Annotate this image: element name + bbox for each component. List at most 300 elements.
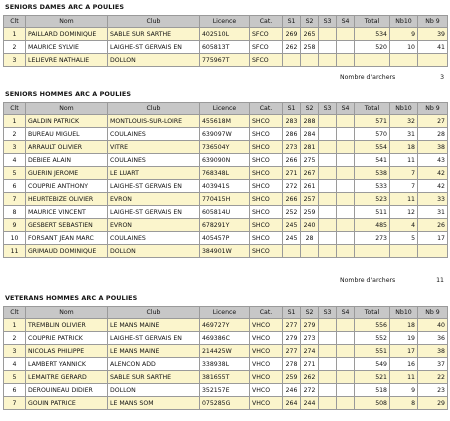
cell-s2: 262 — [301, 371, 319, 384]
column-header-clt: Clt — [4, 103, 26, 115]
cell-s2: 267 — [301, 167, 319, 180]
cell-s4 — [337, 28, 355, 41]
cell-s2: 258 — [301, 41, 319, 54]
cell-licence: 736504Y — [200, 141, 250, 154]
cell-s3 — [319, 371, 337, 384]
cell-s1: 245 — [283, 232, 301, 245]
cell-s3 — [319, 245, 337, 258]
cell-cat: SHCO — [250, 245, 283, 258]
table-row — [4, 232, 448, 245]
cell-club: SABLE SUR SARTHE — [108, 371, 200, 384]
results-table-seniors-hommes — [3, 102, 448, 258]
cell-nb10: 8 — [390, 397, 418, 410]
column-header-nb9: Nb 9 — [418, 307, 448, 319]
cell-total: 520 — [355, 41, 390, 54]
cell-s1: 266 — [283, 154, 301, 167]
cell-cat: SHCO — [250, 154, 283, 167]
archer-count-label: Nombre d'archers — [340, 74, 396, 81]
table-row — [4, 206, 448, 219]
cell-club: LE LUART — [108, 167, 200, 180]
header-row — [4, 307, 448, 319]
column-header-nb9: Nb 9 — [418, 103, 448, 115]
cell-nb9: 22 — [418, 371, 448, 384]
cell-clt: 6 — [4, 180, 26, 193]
cell-licence: 352157E — [200, 384, 250, 397]
cell-s2: 272 — [301, 384, 319, 397]
column-header-s1: S1 — [283, 16, 301, 28]
column-header-s2: S2 — [301, 307, 319, 319]
cell-nom: MAURICE SYLVIE — [26, 41, 108, 54]
cell-s3 — [319, 115, 337, 128]
column-header-clt: Clt — [4, 307, 26, 319]
table-row — [4, 28, 448, 41]
cell-club: SABLE SUR SARTHE — [108, 28, 200, 41]
cell-clt: 5 — [4, 371, 26, 384]
column-header-nb10: Nb10 — [390, 103, 418, 115]
cell-licence: 338938L — [200, 358, 250, 371]
cell-s4 — [337, 371, 355, 384]
cell-s2: 274 — [301, 345, 319, 358]
cell-nom: TREMBLIN OLIVIER — [26, 319, 108, 332]
cell-nom: BUREAU MIGUEL — [26, 128, 108, 141]
cell-total: 571 — [355, 115, 390, 128]
table-row — [4, 358, 448, 371]
cell-cat: SFCO — [250, 28, 283, 41]
cell-total — [355, 54, 390, 67]
column-header-total: Total — [355, 16, 390, 28]
cell-licence: 678291Y — [200, 219, 250, 232]
table-row — [4, 384, 448, 397]
cell-clt: 4 — [4, 154, 26, 167]
cell-cat: SHCO — [250, 128, 283, 141]
cell-nb9: 26 — [418, 219, 448, 232]
cell-clt: 7 — [4, 193, 26, 206]
cell-club: LAIGHE-ST GERVAIS EN — [108, 206, 200, 219]
cell-licence: 770415H — [200, 193, 250, 206]
cell-s2: 244 — [301, 397, 319, 410]
archer-count-value: 3 — [440, 74, 444, 81]
cell-s1: 259 — [283, 371, 301, 384]
cell-nb10 — [390, 245, 418, 258]
column-header-total: Total — [355, 307, 390, 319]
cell-cat: SHCO — [250, 180, 283, 193]
cell-club: ALENCON ADD — [108, 358, 200, 371]
column-header-s3: S3 — [319, 307, 337, 319]
cell-s4 — [337, 219, 355, 232]
cell-s2: 265 — [301, 28, 319, 41]
cell-nb9: 36 — [418, 332, 448, 345]
cell-nb9: 38 — [418, 141, 448, 154]
cell-licence: 775967T — [200, 54, 250, 67]
cell-total: 551 — [355, 345, 390, 358]
cell-cat: SHCO — [250, 193, 283, 206]
cell-licence: 214425W — [200, 345, 250, 358]
cell-nb9: 29 — [418, 397, 448, 410]
cell-s4 — [337, 245, 355, 258]
cell-s3 — [319, 397, 337, 410]
cell-club: COULAINES — [108, 232, 200, 245]
cell-nb10: 11 — [390, 371, 418, 384]
column-header-nom: Nom — [26, 103, 108, 115]
cell-club: LAIGHE-ST GERVAIS EN — [108, 41, 200, 54]
cell-s4 — [337, 384, 355, 397]
cell-nb10: 9 — [390, 28, 418, 41]
cell-s1: 272 — [283, 180, 301, 193]
cell-s3 — [319, 206, 337, 219]
cell-nb10: 12 — [390, 206, 418, 219]
cell-total: 554 — [355, 141, 390, 154]
cell-total: 549 — [355, 358, 390, 371]
cell-nb10: 7 — [390, 167, 418, 180]
column-header-nb10: Nb10 — [390, 16, 418, 28]
cell-cat: VHCO — [250, 371, 283, 384]
cell-cat: SHCO — [250, 232, 283, 245]
cell-club: DOLLON — [108, 384, 200, 397]
cell-nb10: 18 — [390, 141, 418, 154]
cell-s1: 277 — [283, 319, 301, 332]
cell-licence: 469727Y — [200, 319, 250, 332]
cell-s3 — [319, 28, 337, 41]
column-header-s3: S3 — [319, 103, 337, 115]
column-header-club: Club — [108, 16, 200, 28]
cell-clt: 3 — [4, 54, 26, 67]
cell-nom: GUERIN JEROME — [26, 167, 108, 180]
column-header-nom: Nom — [26, 16, 108, 28]
cell-nb9 — [418, 245, 448, 258]
cell-s2: 284 — [301, 128, 319, 141]
cell-nb9: 31 — [418, 206, 448, 219]
cell-s2: 271 — [301, 358, 319, 371]
column-header-cat: Cat. — [250, 307, 283, 319]
cell-total: 523 — [355, 193, 390, 206]
cell-cat: SFCO — [250, 41, 283, 54]
cell-clt: 9 — [4, 219, 26, 232]
cell-club: DOLLON — [108, 245, 200, 258]
cell-nom: DEBIEE ALAIN — [26, 154, 108, 167]
cell-nom: LEMAITRE GERARD — [26, 371, 108, 384]
cell-total — [355, 245, 390, 258]
column-header-total: Total — [355, 103, 390, 115]
cell-s3 — [319, 345, 337, 358]
cell-nb9: 33 — [418, 193, 448, 206]
cell-nb9: 42 — [418, 180, 448, 193]
cell-licence: 469386C — [200, 332, 250, 345]
cell-s1: 264 — [283, 397, 301, 410]
cell-nom: GESBERT SEBASTIEN — [26, 219, 108, 232]
cell-nom: GRIMAUD DOMINIQUE — [26, 245, 108, 258]
cell-nom: HEURTEBIZE OLIVIER — [26, 193, 108, 206]
column-header-licence: Licence — [200, 307, 250, 319]
cell-clt: 11 — [4, 245, 26, 258]
cell-nb10: 19 — [390, 332, 418, 345]
table-row — [4, 245, 448, 258]
cell-club: LAIGHE-ST GERVAIS EN — [108, 180, 200, 193]
cell-nom: MAURICE VINCENT — [26, 206, 108, 219]
cell-total: 552 — [355, 332, 390, 345]
cell-nb9: 38 — [418, 345, 448, 358]
cell-licence: 605814U — [200, 206, 250, 219]
cell-s1: 252 — [283, 206, 301, 219]
cell-s4 — [337, 193, 355, 206]
cell-club: LAIGHE-ST GERVAIS EN — [108, 332, 200, 345]
cell-s1: 279 — [283, 332, 301, 345]
table-row — [4, 41, 448, 54]
cell-nb10: 4 — [390, 219, 418, 232]
cell-s3 — [319, 332, 337, 345]
cell-club: LE MANS MAINE — [108, 345, 200, 358]
cell-clt: 3 — [4, 345, 26, 358]
cell-club: COULAINES — [108, 154, 200, 167]
cell-s3 — [319, 358, 337, 371]
cell-nb10 — [390, 54, 418, 67]
cell-s4 — [337, 180, 355, 193]
cell-nb10: 18 — [390, 319, 418, 332]
cell-licence: 381655T — [200, 371, 250, 384]
cell-cat: SHCO — [250, 219, 283, 232]
cell-s4 — [337, 345, 355, 358]
table-row — [4, 128, 448, 141]
cell-clt: 8 — [4, 206, 26, 219]
table-row — [4, 193, 448, 206]
cell-cat: VHCO — [250, 358, 283, 371]
cell-nom: FORSANT JEAN MARC — [26, 232, 108, 245]
cell-club: VITRE — [108, 141, 200, 154]
cell-clt: 1 — [4, 319, 26, 332]
cell-total: 538 — [355, 167, 390, 180]
cell-s1: 262 — [283, 41, 301, 54]
column-header-s2: S2 — [301, 16, 319, 28]
cell-s4 — [337, 167, 355, 180]
cell-s4 — [337, 358, 355, 371]
table-row — [4, 397, 448, 410]
cell-s3 — [319, 141, 337, 154]
cell-s3 — [319, 193, 337, 206]
cell-s1: 273 — [283, 141, 301, 154]
cell-s2: 275 — [301, 154, 319, 167]
cell-total: 541 — [355, 154, 390, 167]
cell-clt: 7 — [4, 397, 26, 410]
cell-licence: 405457P — [200, 232, 250, 245]
cell-nb9: 27 — [418, 115, 448, 128]
results-table-seniors-dames — [3, 15, 448, 67]
cell-total: 485 — [355, 219, 390, 232]
cell-nb10: 11 — [390, 154, 418, 167]
cell-clt: 1 — [4, 115, 26, 128]
section-title-seniors-dames: SENIORS DAMES ARC A POULIES — [5, 3, 125, 11]
archer-count-value: 11 — [436, 277, 444, 284]
cell-s1: 246 — [283, 384, 301, 397]
cell-s4 — [337, 397, 355, 410]
cell-licence: 384901W — [200, 245, 250, 258]
cell-s1 — [283, 54, 301, 67]
cell-licence: 605813T — [200, 41, 250, 54]
cell-s3 — [319, 384, 337, 397]
cell-nb9: 40 — [418, 319, 448, 332]
cell-nb9: 41 — [418, 41, 448, 54]
cell-s4 — [337, 319, 355, 332]
header-row — [4, 16, 448, 28]
cell-s3 — [319, 219, 337, 232]
cell-nb9 — [418, 54, 448, 67]
cell-clt: 1 — [4, 28, 26, 41]
cell-s2: 261 — [301, 180, 319, 193]
cell-nom: DEROUINEAU DIDIER — [26, 384, 108, 397]
cell-cat: VHCO — [250, 332, 283, 345]
cell-total: 533 — [355, 180, 390, 193]
results-table-veterans-hommes — [3, 306, 448, 410]
column-header-licence: Licence — [200, 103, 250, 115]
cell-nb10: 5 — [390, 232, 418, 245]
cell-s3 — [319, 128, 337, 141]
cell-s1: 266 — [283, 193, 301, 206]
cell-nb10: 11 — [390, 193, 418, 206]
cell-s4 — [337, 232, 355, 245]
cell-clt: 6 — [4, 384, 26, 397]
cell-nb10: 32 — [390, 115, 418, 128]
cell-nom: PAILLARD DOMINIQUE — [26, 28, 108, 41]
cell-s4 — [337, 41, 355, 54]
column-header-cat: Cat. — [250, 103, 283, 115]
cell-s2: 288 — [301, 115, 319, 128]
cell-club: MONTLOUIS-SUR-LOIRE — [108, 115, 200, 128]
cell-total: 534 — [355, 28, 390, 41]
cell-s1: 278 — [283, 358, 301, 371]
cell-s2: 279 — [301, 319, 319, 332]
column-header-cat: Cat. — [250, 16, 283, 28]
cell-nom: COUPRIE ANTHONY — [26, 180, 108, 193]
cell-s4 — [337, 332, 355, 345]
cell-nb9: 42 — [418, 167, 448, 180]
cell-nom: LELIEVRE NATHALIE — [26, 54, 108, 67]
cell-s2: 240 — [301, 219, 319, 232]
column-header-s3: S3 — [319, 16, 337, 28]
section-title-seniors-hommes: SENIORS HOMMES ARC A POULIES — [5, 90, 132, 98]
cell-total: 570 — [355, 128, 390, 141]
cell-total: 273 — [355, 232, 390, 245]
cell-s1: 286 — [283, 128, 301, 141]
cell-cat: SHCO — [250, 141, 283, 154]
cell-s4 — [337, 128, 355, 141]
table-row — [4, 167, 448, 180]
cell-clt: 4 — [4, 358, 26, 371]
cell-club: LE MANS MAINE — [108, 319, 200, 332]
cell-s2: 281 — [301, 141, 319, 154]
cell-s3 — [319, 232, 337, 245]
cell-s1: 271 — [283, 167, 301, 180]
cell-nom: NICOLAS PHILIPPE — [26, 345, 108, 358]
table-row — [4, 219, 448, 232]
cell-licence: 075285G — [200, 397, 250, 410]
cell-nb9: 17 — [418, 232, 448, 245]
cell-nb10: 7 — [390, 180, 418, 193]
cell-s1 — [283, 245, 301, 258]
column-header-s4: S4 — [337, 307, 355, 319]
column-header-s4: S4 — [337, 16, 355, 28]
cell-s1: 245 — [283, 219, 301, 232]
cell-licence: 768348L — [200, 167, 250, 180]
column-header-s4: S4 — [337, 103, 355, 115]
cell-nb9: 37 — [418, 358, 448, 371]
cell-nb10: 9 — [390, 384, 418, 397]
cell-clt: 5 — [4, 167, 26, 180]
cell-s3 — [319, 319, 337, 332]
table-row — [4, 332, 448, 345]
cell-nom: LAMBERT YANNICK — [26, 358, 108, 371]
header-row — [4, 103, 448, 115]
cell-club: EVRON — [108, 193, 200, 206]
cell-cat: VHCO — [250, 345, 283, 358]
cell-s4 — [337, 141, 355, 154]
cell-nb10: 10 — [390, 41, 418, 54]
cell-licence: 639097W — [200, 128, 250, 141]
column-header-club: Club — [108, 307, 200, 319]
cell-s1: 269 — [283, 28, 301, 41]
cell-s3 — [319, 54, 337, 67]
cell-s2: 257 — [301, 193, 319, 206]
column-header-s1: S1 — [283, 307, 301, 319]
cell-cat: VHCO — [250, 384, 283, 397]
table-row — [4, 115, 448, 128]
cell-cat: VHCO — [250, 319, 283, 332]
cell-s3 — [319, 154, 337, 167]
cell-clt: 2 — [4, 41, 26, 54]
cell-club: EVRON — [108, 219, 200, 232]
cell-s3 — [319, 180, 337, 193]
table-row — [4, 371, 448, 384]
table-row — [4, 54, 448, 67]
column-header-clt: Clt — [4, 16, 26, 28]
cell-total: 518 — [355, 384, 390, 397]
cell-s2: 259 — [301, 206, 319, 219]
cell-total: 508 — [355, 397, 390, 410]
cell-club: COULAINES — [108, 128, 200, 141]
cell-club: LE MANS SOM — [108, 397, 200, 410]
cell-clt: 3 — [4, 141, 26, 154]
table-row — [4, 180, 448, 193]
cell-clt: 2 — [4, 332, 26, 345]
cell-s3 — [319, 167, 337, 180]
cell-s4 — [337, 154, 355, 167]
cell-licence: 455618M — [200, 115, 250, 128]
table-row — [4, 345, 448, 358]
cell-nb9: 39 — [418, 28, 448, 41]
cell-clt: 10 — [4, 232, 26, 245]
cell-cat: SHCO — [250, 115, 283, 128]
cell-s4 — [337, 115, 355, 128]
cell-nom: ARRAULT OLIVIER — [26, 141, 108, 154]
cell-s1: 283 — [283, 115, 301, 128]
column-header-licence: Licence — [200, 16, 250, 28]
cell-cat: SFCO — [250, 54, 283, 67]
column-header-s1: S1 — [283, 103, 301, 115]
cell-s4 — [337, 206, 355, 219]
column-header-nb9: Nb 9 — [418, 16, 448, 28]
cell-s1: 277 — [283, 345, 301, 358]
archer-count-label: Nombre d'archers — [340, 277, 396, 284]
cell-nom: COUPRIE PATRICK — [26, 332, 108, 345]
cell-nb10: 17 — [390, 345, 418, 358]
column-header-club: Club — [108, 103, 200, 115]
cell-s2 — [301, 54, 319, 67]
cell-nb10: 31 — [390, 128, 418, 141]
cell-s4 — [337, 54, 355, 67]
cell-licence: 403941S — [200, 180, 250, 193]
cell-cat: SHCO — [250, 167, 283, 180]
column-header-s2: S2 — [301, 103, 319, 115]
column-header-nb10: Nb10 — [390, 307, 418, 319]
table-row — [4, 319, 448, 332]
cell-nb9: 28 — [418, 128, 448, 141]
